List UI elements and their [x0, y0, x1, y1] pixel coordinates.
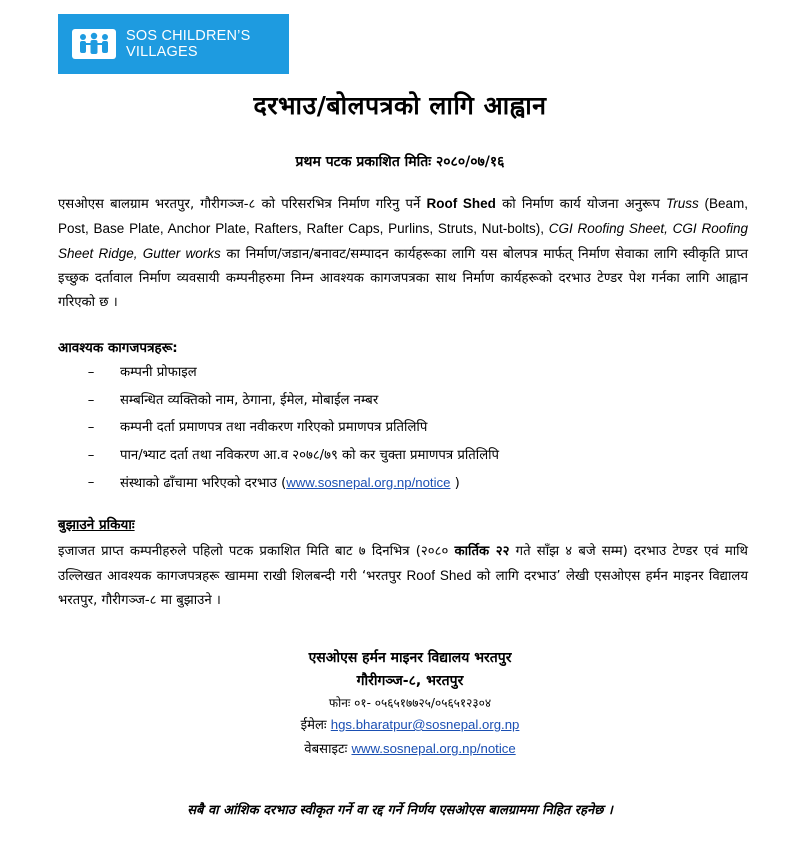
- intro-truss-items: (Beam, Post, Base Plate, Anchor Plate, Rafters, Rafter Caps, Purlins, Struts, Nut-bolts),: [58, 196, 748, 236]
- document-item-last: [120, 470, 460, 498]
- document-item: कम्पनी दर्ता प्रमाणपत्र तथा नवीकरण गरिएको प्रमाणपत्र प्रतिलिपि: [120, 420, 428, 435]
- dash-marker: –: [87, 365, 95, 380]
- dash-marker: –: [87, 447, 95, 463]
- signature-address: गौरीगञ्ज-८, भरतपुर: [356, 673, 464, 689]
- dash-marker: –: [87, 475, 95, 490]
- page-title: दरभाउ/बोलपत्रको लागि आह्वान: [253, 91, 547, 120]
- list-item: [58, 443, 499, 471]
- process-paragraph: [58, 540, 748, 613]
- document-item: सम्बन्धित व्यक्तिको नाम, ठेगाना, ईमेल, मोबाईल नम्बर: [120, 392, 379, 408]
- process-part-1: इजाजत प्राप्त कम्पनीहरुले पहिलो पटक प्रकाशित मिति बाट ७ दिनभित्र (२०८०: [58, 544, 455, 559]
- intro-truss: Truss: [666, 196, 699, 211]
- signature-name: एसओएस हर्मन माइनर विद्यालय भरतपुर: [308, 650, 512, 666]
- notice-link[interactable]: www.sosnepal.org.np/notice: [286, 475, 451, 490]
- intro-roof-shed: Roof Shed: [426, 196, 496, 211]
- process-part-2: गते साँझ ४ बजे सम्म) दरभाउ टेण्डर एवं माथि उल्लिखत आवश्यक कागजपत्रहरू खाममा राखी शिलबन्दी गरी ‘भरतपुर: [58, 544, 748, 584]
- signature-email-line: [0, 715, 800, 733]
- email-label: ईमेलः: [300, 718, 331, 733]
- children-figures-icon: [72, 29, 116, 59]
- documents-heading: आवश्यक कागजपत्रहरू:: [58, 340, 178, 356]
- process-bold-date: कार्तिक २२: [454, 544, 510, 559]
- disclaimer: सबै वा आंशिक दरभाउ स्वीकृत गर्ने वा रद्द गर्ने निर्णय एसओएस बालग्राममा निहित रहनेछ ।: [187, 803, 613, 818]
- dash-marker: –: [87, 392, 95, 408]
- last-item-text: संस्थाको ढाँचामा भरिएको दरभाउ (: [120, 476, 287, 491]
- publication-date: प्रथम पटक प्रकाशित मितिः २०८०/०७/१६: [295, 154, 505, 170]
- list-item: [58, 470, 499, 498]
- logo-line-1: SOS CHILDREN’S: [126, 28, 251, 44]
- signature-phone: फोनः ०१- ०५६५१७७२५/०५६५१२३०४: [328, 696, 492, 710]
- list-item: [58, 360, 499, 388]
- logo-line-2: VILLAGES: [126, 44, 198, 60]
- website-link[interactable]: www.sosnepal.org.np/notice: [351, 741, 516, 756]
- signature-web-line: [0, 739, 800, 757]
- intro-paragraph: [58, 192, 748, 315]
- process-heading: बुझाउने प्रकियाः: [58, 517, 135, 533]
- intro-cgi: CGI Roofing Sheet, CGI Roofing Sheet Ridge, Gutter works: [58, 221, 748, 261]
- dash-marker: –: [87, 420, 95, 435]
- document-item: पान/भ्याट दर्ता तथा नविकरण आ.व २०७८/७९ को कर चुक्ता प्रमाणपत्र प्रतिलिपि: [120, 447, 500, 463]
- list-item: [58, 388, 499, 416]
- intro-part-2: को निर्माण कार्य योजना अनुरूप: [495, 197, 666, 212]
- document-item: कम्पनी प्रोफाइल: [120, 365, 197, 380]
- email-link[interactable]: hgs.bharatpur@sosnepal.org.np: [330, 717, 520, 732]
- last-item-close: ): [450, 476, 460, 491]
- web-label: वेबसाइटः: [304, 742, 352, 757]
- process-roof-shed: Roof Shed: [406, 568, 472, 583]
- process-part-3: को लागि दरभाउ’ लेखी एसओएस हर्मन माइनर विद्यालय भरतपुर, गौरीगञ्ज-८ मा बुझाउने ।: [58, 569, 748, 608]
- intro-part-1: एसओएस बालग्राम भरतपुर, गौरीगञ्ज-८ को परिसरभित्र निर्माण गरिनु पर्ने: [58, 197, 427, 212]
- sos-logo: [58, 14, 289, 74]
- intro-part-3: का निर्माण/जडान/बनावट/सम्पादन कार्यहरूका लागि यस बोलपत्र मार्फत् निर्माण सेवाका लागि स्वीकृति प्राप्त इच्छुक दर्तावाल निर्माण व्यवसायी कम्पनीहरुमा निम्न आवश्यक कागजपत्रका साथ निर्माण कार्यहरूको दरभाउ टेण्डर पेश गर्नका लागि आह्वान गरिएको छ ।: [58, 247, 748, 310]
- list-item: [58, 415, 499, 443]
- documents-list: [58, 360, 499, 498]
- logo-text: [126, 28, 250, 60]
